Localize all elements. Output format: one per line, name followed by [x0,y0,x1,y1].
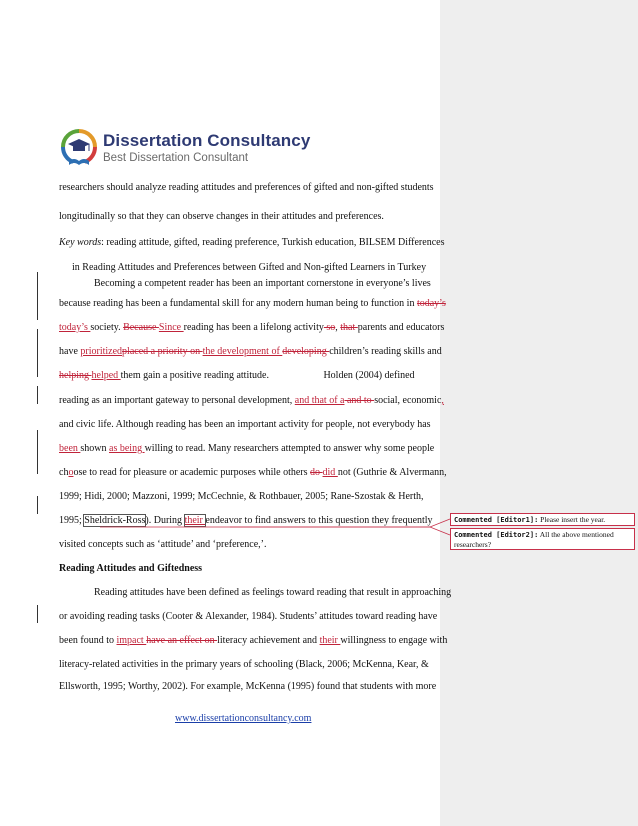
comment-balloon-editor2[interactable] [450,528,635,550]
tracked-insertion[interactable]: Since [158,322,184,333]
running-title: in Reading Attitudes and Preferences between Gifted and Non-gifted Learners in Turkey [72,262,427,273]
text-line: and civic life. Although reading has been an important activity for people, not everybody has [59,419,431,430]
text-run: ch [59,467,69,478]
section-heading: Reading Attitudes and Giftedness [59,563,203,574]
tracked-insertion[interactable]: did [322,467,338,478]
tracked-insertion[interactable]: as being [109,443,145,454]
text-run: been found to [59,635,117,646]
text-run: them gain a positive reading attitude. [120,370,272,381]
logo-tagline: Best Dissertation Consultant [103,152,249,164]
text-line: 1999; Hidi, 2000; Mazzoni, 1999; McCechnie, & Rothbauer, 2005; Rane-Szostak & Herth, [59,491,424,502]
text-run: social, economic [374,395,442,406]
keywords-text: : reading attitude, gifted, reading preference, Turkish education, BILSEM Differences [101,237,445,248]
text-line: researchers should analyze reading attitudes and preferences of gifted and non-gifted students [59,182,434,193]
tracked-insertion[interactable]: been [59,443,81,454]
comment-text: Please insert the year. [540,515,606,524]
text-run: willing to read. Many researchers attempted to answer why some people [144,443,435,454]
text-run: reading has been a lifelong activity [183,322,324,333]
text-run: have [59,346,81,357]
tracked-deletion[interactable]: do [310,467,323,478]
tracked-insertion[interactable]: today’s [59,322,91,333]
tracked-insertion[interactable]: prioritized [80,346,123,357]
tracked-deletion[interactable]: that [340,322,358,333]
text-run: endeavor to find answers to this question they frequently [205,515,433,526]
comment-text: All the above mentioned researchers? [454,530,614,549]
tracked-insertion[interactable]: their [319,635,341,646]
text-run: Holden (2004) defined [323,370,415,381]
text-line: literacy-related activities in the primary years of schooling (Black, 2006; McKenna, Kear, & [59,659,429,670]
text-line: Reading attitudes have been defined as feelings toward reading that result in approaching [94,587,452,598]
comment-author: Commented [Editor2]: [454,531,539,539]
text-line: Becoming a competent reader has been an important cornerstone in everyone’s lives [94,278,431,289]
text-line: or avoiding reading tasks (Cooter & Alexander, 1984). Students’ attitudes toward reading have [59,611,438,622]
comment-author: Commented [Editor1]: [454,516,539,524]
tracked-insertion[interactable]: helped [91,370,121,381]
text-run: society. [90,322,124,333]
text-line: longitudinally so that they can observe changes in their attitudes and preferences. [59,211,384,222]
text-run: shown [80,443,110,454]
tracked-insertion[interactable]: impact [116,635,147,646]
tracked-deletion[interactable]: Because [123,322,159,333]
comment-balloon-editor1[interactable] [450,513,635,526]
logo-title: Dissertation Consultancy [103,131,311,150]
text-run: literacy achievement and [217,635,320,646]
text-run: parents and educators [357,322,445,333]
text-line: visited concepts such as ‘attitude’ and ‘preference,’. [59,539,267,550]
tracked-insertion[interactable]: and that of a [294,395,345,406]
tracked-deletion[interactable]: have an effect on [146,635,218,646]
tracked-deletion[interactable]: developing [282,346,330,357]
comment-anchor-editor1[interactable]: Sheldrick-Ross [84,515,146,526]
tracked-insertion[interactable]: the development of [202,346,283,357]
tracked-deletion[interactable]: and to [344,395,375,406]
text-run: reading as an important gateway to personal development, [59,395,295,406]
comment-anchor-editor2[interactable]: their [184,515,206,526]
tracked-deletion[interactable]: today’s [416,298,446,309]
text-line: Ellsworth, 1995; Worthy, 2002). For example, McKenna (1995) found that students with more [59,681,437,692]
text-run: ose to read for pleasure or academic purposes while others [73,467,311,478]
text-run: willingness to engage with [340,635,448,646]
text-run: children’s reading skills and [329,346,442,357]
text-run: ). During [145,515,185,526]
text-run: 1995; [59,515,85,526]
tracked-insertion[interactable]: , [441,395,444,406]
tracked-deletion[interactable]: so [323,322,336,333]
text-run: because reading has been a fundamental skill for any modern human being to function in [59,298,417,309]
footer-website-link[interactable]: www.dissertationconsultancy.com [175,713,312,724]
keywords-label: Key words [59,237,102,248]
tracked-insertion[interactable]: o [68,467,74,478]
tracked-deletion[interactable]: helping [59,370,92,381]
tracked-deletion[interactable]: placed a priority on [122,346,203,357]
text-run: , [335,322,341,333]
text-run: not (Guthrie & Alvermann, [337,467,447,478]
